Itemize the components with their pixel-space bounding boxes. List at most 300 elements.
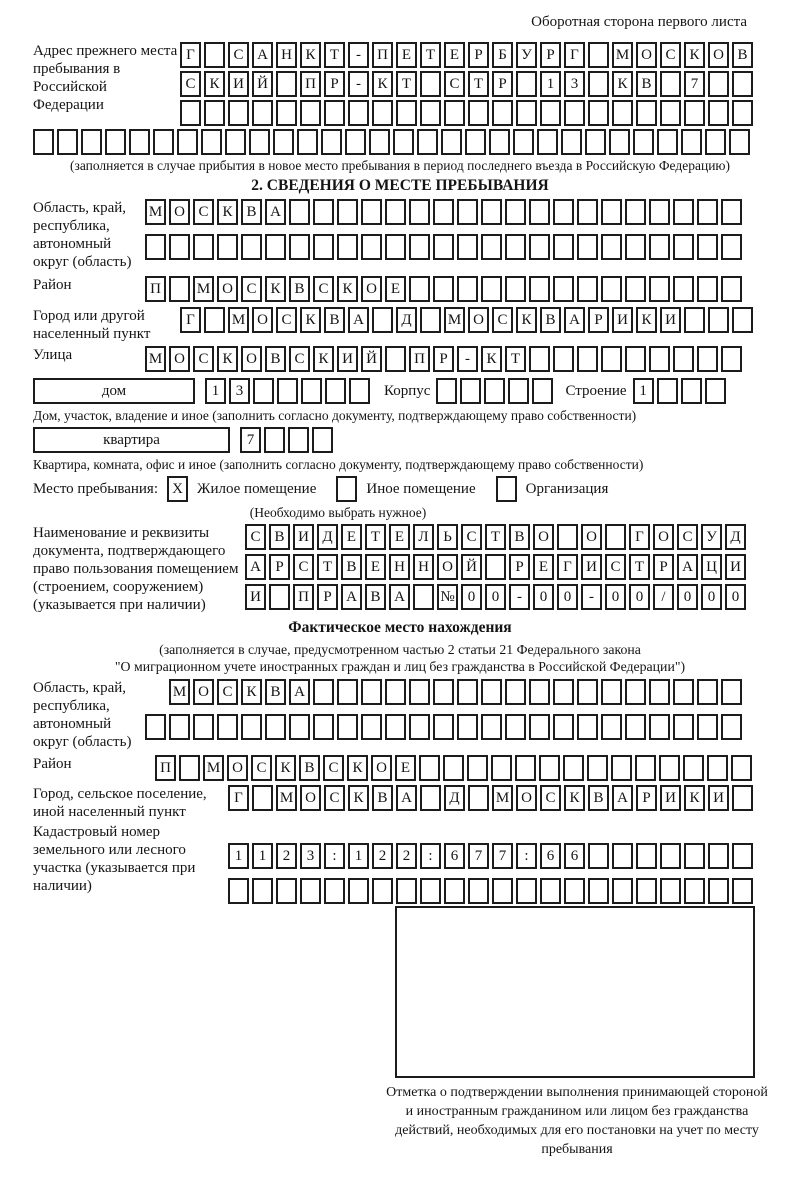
char-box[interactable] [513,129,534,155]
char-box[interactable]: П [372,42,393,68]
char-box[interactable] [707,755,728,781]
char-box[interactable] [681,129,702,155]
char-box[interactable]: К [347,755,368,781]
char-box[interactable] [529,276,550,302]
char-box[interactable] [529,714,550,740]
char-box[interactable] [433,276,454,302]
char-box[interactable]: С [228,42,249,68]
char-box[interactable] [625,276,646,302]
char-box[interactable]: Г [629,524,650,550]
char-box[interactable] [491,755,512,781]
char-box[interactable]: А [389,584,410,610]
char-box[interactable] [372,878,393,904]
char-box[interactable]: Р [653,554,674,580]
char-box[interactable]: - [348,42,369,68]
char-box[interactable] [481,714,502,740]
char-box[interactable] [553,234,574,260]
char-box[interactable]: О [193,679,214,705]
char-box[interactable] [721,346,742,372]
char-box[interactable]: П [293,584,314,610]
char-box[interactable] [577,679,598,705]
char-box[interactable] [489,129,510,155]
char-box[interactable]: И [660,785,681,811]
char-box[interactable]: С [313,276,334,302]
char-box[interactable]: Р [468,42,489,68]
char-box[interactable]: / [653,584,674,610]
char-box[interactable] [492,878,513,904]
char-box[interactable] [419,755,440,781]
char-box[interactable] [349,378,370,404]
checkbox-other-premises[interactable] [336,476,357,502]
char-box[interactable] [228,878,249,904]
char-box[interactable] [301,378,322,404]
char-box[interactable] [420,878,441,904]
char-box[interactable] [300,100,321,126]
char-box[interactable]: В [324,307,345,333]
char-box[interactable]: С [241,276,262,302]
char-box[interactable] [660,71,681,97]
char-box[interactable] [129,129,150,155]
char-box[interactable] [492,100,513,126]
char-box[interactable]: Е [385,276,406,302]
char-box[interactable] [649,714,670,740]
char-box[interactable]: Л [413,524,434,550]
char-box[interactable]: О [708,42,729,68]
char-box[interactable]: В [732,42,753,68]
char-box[interactable] [420,307,441,333]
char-box[interactable] [625,346,646,372]
char-box[interactable] [563,755,584,781]
char-box[interactable]: К [612,71,633,97]
char-box[interactable] [601,714,622,740]
char-box[interactable]: И [337,346,358,372]
char-box[interactable] [659,755,680,781]
char-box[interactable] [177,129,198,155]
char-box[interactable] [393,129,414,155]
char-box[interactable] [396,878,417,904]
char-box[interactable]: К [217,199,238,225]
char-box[interactable] [657,378,678,404]
char-box[interactable] [553,714,574,740]
char-box[interactable] [409,679,430,705]
char-box[interactable]: К [372,71,393,97]
char-box[interactable]: 1 [228,843,249,869]
char-box[interactable] [601,346,622,372]
char-box[interactable] [553,276,574,302]
char-box[interactable] [684,100,705,126]
char-box[interactable] [276,100,297,126]
char-box[interactable]: Ь [437,524,458,550]
char-box[interactable] [217,234,238,260]
char-box[interactable] [729,129,750,155]
char-box[interactable] [145,714,166,740]
char-box[interactable]: Д [725,524,746,550]
char-box[interactable] [601,276,622,302]
char-box[interactable]: К [313,346,334,372]
char-box[interactable]: В [636,71,657,97]
char-box[interactable] [372,100,393,126]
char-box[interactable] [361,199,382,225]
char-box[interactable]: С [323,755,344,781]
char-box[interactable] [484,378,505,404]
char-box[interactable]: В [289,276,310,302]
char-box[interactable]: Т [629,554,650,580]
char-box[interactable]: Е [389,524,410,550]
char-box[interactable] [636,100,657,126]
char-box[interactable]: А [265,199,286,225]
char-box[interactable] [660,100,681,126]
checkbox-residential[interactable]: X [167,476,188,502]
char-box[interactable]: 0 [629,584,650,610]
char-box[interactable] [731,755,752,781]
char-box[interactable] [732,843,753,869]
char-box[interactable]: Р [588,307,609,333]
char-box[interactable]: - [348,71,369,97]
char-box[interactable]: А [245,554,266,580]
char-box[interactable]: О [300,785,321,811]
char-box[interactable] [660,843,681,869]
char-box[interactable] [564,878,585,904]
char-box[interactable]: 2 [276,843,297,869]
char-box[interactable]: О [169,199,190,225]
char-box[interactable]: Т [420,42,441,68]
char-box[interactable] [540,878,561,904]
char-box[interactable]: 0 [725,584,746,610]
char-box[interactable] [721,234,742,260]
char-box[interactable] [345,129,366,155]
char-box[interactable] [505,199,526,225]
char-box[interactable]: А [341,584,362,610]
char-box[interactable] [697,714,718,740]
char-box[interactable] [516,878,537,904]
char-box[interactable] [145,234,166,260]
char-box[interactable] [732,785,753,811]
char-box[interactable] [441,129,462,155]
char-box[interactable]: Т [485,524,506,550]
char-box[interactable] [436,378,457,404]
char-box[interactable]: А [252,42,273,68]
char-box[interactable] [369,129,390,155]
char-box[interactable]: 6 [540,843,561,869]
char-box[interactable] [468,878,489,904]
char-box[interactable]: О [169,346,190,372]
char-box[interactable] [557,524,578,550]
char-box[interactable] [265,234,286,260]
char-box[interactable]: 7 [468,843,489,869]
char-box[interactable]: К [300,42,321,68]
char-box[interactable] [444,100,465,126]
char-box[interactable] [312,427,333,453]
char-box[interactable]: М [492,785,513,811]
char-box[interactable] [105,129,126,155]
char-box[interactable]: Т [396,71,417,97]
char-box[interactable] [481,679,502,705]
char-box[interactable]: С [540,785,561,811]
char-box[interactable]: О [636,42,657,68]
char-box[interactable]: О [516,785,537,811]
char-box[interactable] [601,679,622,705]
char-box[interactable] [588,71,609,97]
char-box[interactable] [577,346,598,372]
char-box[interactable]: 1 [252,843,273,869]
char-box[interactable] [57,129,78,155]
char-box[interactable]: 2 [372,843,393,869]
char-box[interactable]: О [653,524,674,550]
char-box[interactable] [660,878,681,904]
char-box[interactable]: А [289,679,310,705]
char-box[interactable]: - [509,584,530,610]
char-box[interactable] [241,714,262,740]
char-box[interactable]: О [252,307,273,333]
char-box[interactable]: И [228,71,249,97]
char-box[interactable] [481,199,502,225]
char-box[interactable] [337,679,358,705]
char-box[interactable]: Г [180,42,201,68]
char-box[interactable] [612,100,633,126]
char-box[interactable] [289,199,310,225]
char-box[interactable]: 6 [564,843,585,869]
char-box[interactable] [649,346,670,372]
char-box[interactable] [337,199,358,225]
char-box[interactable] [649,234,670,260]
char-box[interactable] [321,129,342,155]
char-box[interactable]: С [444,71,465,97]
char-box[interactable] [433,234,454,260]
char-box[interactable]: В [540,307,561,333]
char-box[interactable] [683,755,704,781]
char-box[interactable]: С [492,307,513,333]
char-box[interactable]: В [341,554,362,580]
apartment-type-box[interactable]: квартира [33,427,230,453]
char-box[interactable] [588,878,609,904]
char-box[interactable] [508,378,529,404]
char-box[interactable]: В [265,346,286,372]
char-box[interactable] [540,100,561,126]
char-box[interactable] [585,129,606,155]
char-box[interactable]: М [228,307,249,333]
char-box[interactable] [697,679,718,705]
char-box[interactable] [697,276,718,302]
char-box[interactable] [697,199,718,225]
char-box[interactable] [681,378,702,404]
char-box[interactable] [396,100,417,126]
char-box[interactable] [673,234,694,260]
char-box[interactable] [732,100,753,126]
char-box[interactable] [313,679,334,705]
char-box[interactable]: Е [444,42,465,68]
char-box[interactable] [433,199,454,225]
char-box[interactable] [564,100,585,126]
char-box[interactable] [361,679,382,705]
char-box[interactable] [201,129,222,155]
char-box[interactable] [443,755,464,781]
char-box[interactable] [485,554,506,580]
char-box[interactable]: 0 [557,584,578,610]
char-box[interactable] [289,234,310,260]
char-box[interactable]: Т [317,554,338,580]
char-box[interactable]: 0 [533,584,554,610]
char-box[interactable] [673,346,694,372]
char-box[interactable] [385,679,406,705]
char-box[interactable]: Й [361,346,382,372]
char-box[interactable] [467,755,488,781]
char-box[interactable]: О [468,307,489,333]
char-box[interactable]: О [533,524,554,550]
char-box[interactable] [684,307,705,333]
char-box[interactable]: 0 [605,584,626,610]
char-box[interactable]: Г [180,307,201,333]
char-box[interactable] [265,714,286,740]
char-box[interactable] [241,234,262,260]
char-box[interactable]: Т [324,42,345,68]
char-box[interactable] [313,199,334,225]
char-box[interactable]: И [725,554,746,580]
char-box[interactable]: О [437,554,458,580]
char-box[interactable]: 1 [540,71,561,97]
char-box[interactable] [625,714,646,740]
char-box[interactable]: М [193,276,214,302]
char-box[interactable]: С [193,346,214,372]
char-box[interactable]: Р [492,71,513,97]
char-box[interactable]: А [612,785,633,811]
char-box[interactable] [252,878,273,904]
char-box[interactable] [553,346,574,372]
char-box[interactable]: С [193,199,214,225]
char-box[interactable] [505,714,526,740]
char-box[interactable]: И [660,307,681,333]
char-box[interactable] [325,378,346,404]
char-box[interactable] [561,129,582,155]
char-box[interactable]: Д [317,524,338,550]
char-box[interactable] [252,785,273,811]
char-box[interactable] [385,714,406,740]
checkbox-organization[interactable] [496,476,517,502]
char-box[interactable]: П [409,346,430,372]
char-box[interactable]: М [145,346,166,372]
char-box[interactable]: Й [461,554,482,580]
char-box[interactable] [313,234,334,260]
char-box[interactable] [420,785,441,811]
char-box[interactable]: : [420,843,441,869]
char-box[interactable] [649,199,670,225]
char-box[interactable]: С [605,554,626,580]
char-box[interactable]: Р [636,785,657,811]
char-box[interactable] [609,129,630,155]
char-box[interactable] [457,276,478,302]
char-box[interactable] [673,679,694,705]
char-box[interactable]: А [564,307,585,333]
char-box[interactable] [625,679,646,705]
char-box[interactable]: Н [389,554,410,580]
char-box[interactable]: Й [252,71,273,97]
char-box[interactable] [457,679,478,705]
char-box[interactable] [516,100,537,126]
char-box[interactable] [684,878,705,904]
char-box[interactable]: К [265,276,286,302]
char-box[interactable] [612,878,633,904]
char-box[interactable] [361,714,382,740]
char-box[interactable] [228,100,249,126]
char-box[interactable] [577,276,598,302]
char-box[interactable]: 0 [485,584,506,610]
char-box[interactable]: Р [540,42,561,68]
char-box[interactable] [697,346,718,372]
char-box[interactable] [193,714,214,740]
char-box[interactable] [532,378,553,404]
char-box[interactable]: - [457,346,478,372]
char-box[interactable]: Е [533,554,554,580]
char-box[interactable]: Н [276,42,297,68]
char-box[interactable]: Е [396,42,417,68]
char-box[interactable]: И [245,584,266,610]
char-box[interactable] [457,199,478,225]
char-box[interactable] [721,199,742,225]
char-box[interactable]: 0 [701,584,722,610]
char-box[interactable]: И [612,307,633,333]
char-box[interactable]: В [299,755,320,781]
char-box[interactable]: М [145,199,166,225]
char-box[interactable] [348,878,369,904]
char-box[interactable]: 0 [461,584,482,610]
char-box[interactable] [612,843,633,869]
char-box[interactable] [313,714,334,740]
char-box[interactable] [409,714,430,740]
char-box[interactable]: Р [317,584,338,610]
char-box[interactable]: О [581,524,602,550]
char-box[interactable] [169,234,190,260]
char-box[interactable] [553,679,574,705]
char-box[interactable]: М [444,307,465,333]
char-box[interactable]: В [588,785,609,811]
char-box[interactable]: П [145,276,166,302]
char-box[interactable] [289,714,310,740]
char-box[interactable] [465,129,486,155]
char-box[interactable] [588,843,609,869]
char-box[interactable]: М [203,755,224,781]
char-box[interactable]: Р [509,554,530,580]
char-box[interactable]: У [701,524,722,550]
char-box[interactable]: С [324,785,345,811]
char-box[interactable]: - [581,584,602,610]
char-box[interactable] [372,307,393,333]
char-box[interactable]: С [677,524,698,550]
char-box[interactable]: К [684,42,705,68]
char-box[interactable]: : [324,843,345,869]
char-box[interactable]: К [516,307,537,333]
char-box[interactable] [577,234,598,260]
char-box[interactable] [657,129,678,155]
char-box[interactable]: Е [365,554,386,580]
char-box[interactable] [649,679,670,705]
char-box[interactable]: В [372,785,393,811]
char-box[interactable]: К [636,307,657,333]
char-box[interactable]: К [204,71,225,97]
char-box[interactable] [249,129,270,155]
char-box[interactable]: 3 [229,378,250,404]
char-box[interactable] [732,307,753,333]
char-box[interactable] [153,129,174,155]
char-box[interactable] [611,755,632,781]
char-box[interactable]: С [293,554,314,580]
char-box[interactable] [587,755,608,781]
char-box[interactable]: С [461,524,482,550]
char-box[interactable]: : [516,843,537,869]
char-box[interactable] [277,378,298,404]
char-box[interactable]: 3 [300,843,321,869]
char-box[interactable] [409,234,430,260]
char-box[interactable]: Р [269,554,290,580]
char-box[interactable]: В [265,679,286,705]
